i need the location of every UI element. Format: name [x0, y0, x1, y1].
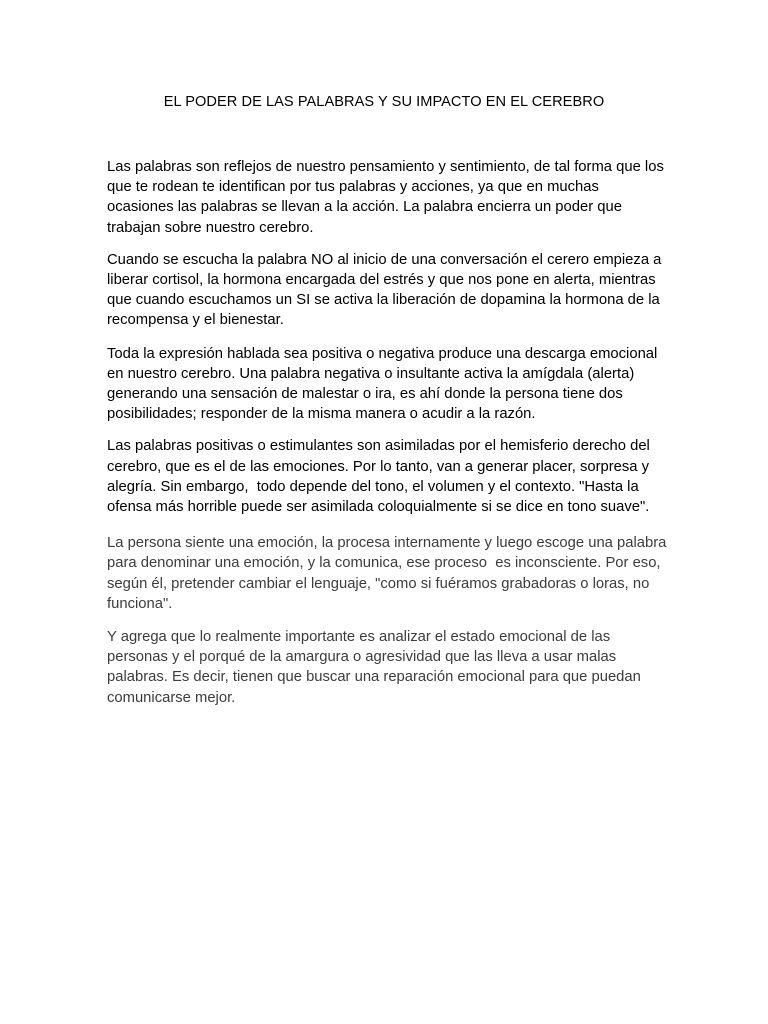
- paragraph-6: Y agrega que lo realmente importante es analizar el estado emocional de las personas y el porqué de la amargura o agresividad que las lleva a usar malas palabras. Es decir, tienen que buscar una reparación emocional para que puedan comunicarse mejor.: [107, 629, 645, 706]
- document-body: [107, 157, 671, 720]
- paragraph-2: Cuando se escucha la palabra NO al inicio de una conversación el cerero empieza a liberar cortisol, la hormona encargada del estrés y que nos pone en alerta, mientras que cuando escuchamos un SI se activa la liberación de dopamina la hormona de la recompensa y el bienestar.: [107, 251, 666, 329]
- paragraph-1: Las palabras son reflejos de nuestro pensamiento y sentimiento, de tal forma que los que te rodean te identifican por tus palabras y acciones, ya que en muchas ocasiones las palabras se llevan a la acción. La palabra encierra un poder que trabajan sobre nuestro cerebro.: [107, 159, 668, 236]
- paragraph-5: La persona siente una emoción, la procesa internamente y luego escoge una palabra para denominar una emoción, y la comunica, ese proceso es inconsciente. Por eso, según él, pretender cambiar el lenguaje, "como si fuéramos grabadoras o loras, no funciona".: [107, 535, 671, 612]
- paragraph-3: Toda la expresión hablada sea positiva o negativa produce una descarga emocional en nuestro cerebro. Una palabra negativa o insultante activa la amígdala (alerta) generando una sensación de malestar o ira, es ahí donde la persona tiene dos posibilidades; responder de la misma manera o acudir a la razón.: [107, 345, 662, 423]
- document-title: EL PODER DE LAS PALABRAS Y SU IMPACTO EN EL CEREBRO: [163, 94, 605, 110]
- paragraph-4: Las palabras positivas o estimulantes son asimiladas por el hemisferio derecho del cerebro, que es el de las emociones. Por lo tanto, van a generar placer, sorpresa y alegría. Sin embargo, todo depende del tono, el volumen y el contexto. "Hasta la ofensa más horrible puede ser asimilada coloquialmente si se dice en tono suave".: [107, 438, 654, 516]
